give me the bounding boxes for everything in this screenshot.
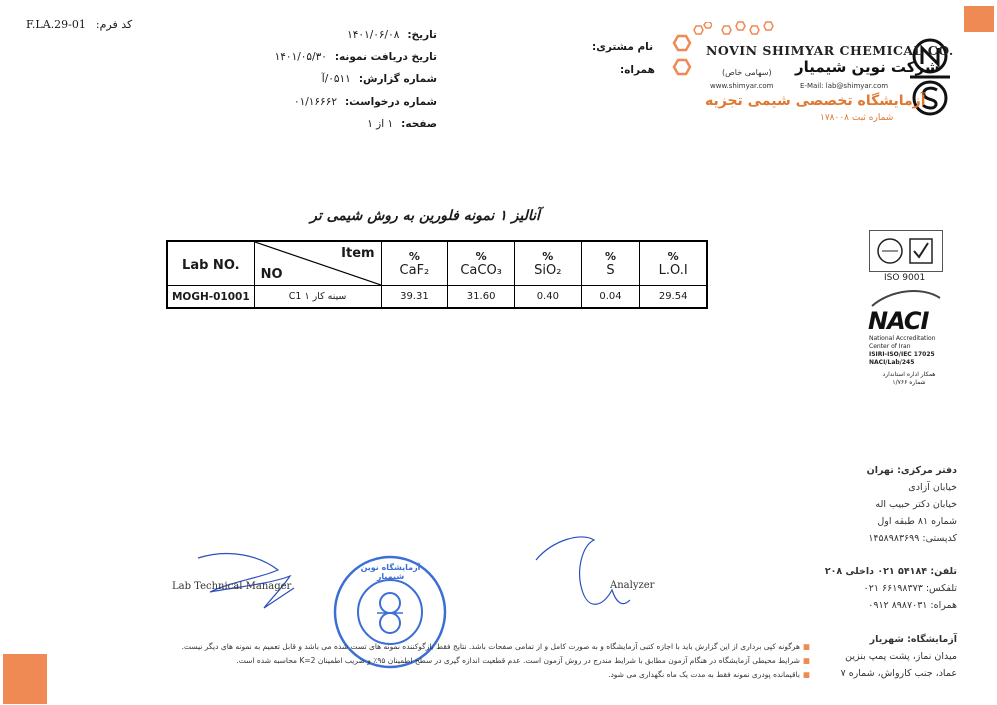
sample-cell: C1 سینه کار ۱ bbox=[254, 286, 381, 309]
column-header: % SiO₂ bbox=[515, 241, 582, 286]
lab-no-header: Lab NO. bbox=[167, 241, 254, 286]
report-number-field: شماره گزارش:۰۵۱۱/آ bbox=[321, 73, 437, 85]
lab-address-line: میدان نماز، پشت پمپ بنزین bbox=[845, 651, 957, 662]
company-type-fa: (سهامی خاص) bbox=[722, 68, 772, 77]
request-number-field: شماره درخواست:۰۱/۱۶۶۶۲ bbox=[293, 96, 437, 108]
column-header: % S bbox=[581, 241, 640, 286]
stamp-text: آزمایشگاه نوین شیمیار bbox=[360, 563, 421, 581]
small-hexagons-icon bbox=[720, 20, 780, 36]
table-header-row bbox=[167, 241, 707, 286]
item-header: Item bbox=[341, 246, 375, 261]
naci-swoosh-icon bbox=[870, 288, 942, 308]
naci-logo: NACI bbox=[868, 307, 929, 335]
company-website: www.shimyar.com bbox=[710, 82, 774, 90]
fax-line: تلفکس: ۶۶۱۹۸۳۷۳ ۰۲۱ bbox=[863, 583, 957, 594]
lab-address-line: عماد، جنب کارواش، شماره ۷ bbox=[840, 668, 957, 679]
results-table bbox=[166, 240, 708, 309]
lab-no-cell: MOGH-01001 bbox=[167, 286, 254, 309]
office-line: دفتر مرکزی: تهران bbox=[866, 465, 957, 476]
value-cell: 0.40 bbox=[515, 286, 582, 309]
certification-badges bbox=[869, 230, 943, 272]
customer-name-label: نام مشتری: bbox=[592, 41, 654, 53]
receive-date-field: تاریخ دریافت نمونه:۱۴۰۱/۰۵/۳۰ bbox=[274, 51, 437, 63]
iso-label: ISO 9001 bbox=[884, 273, 926, 283]
office-line: خیابان دکتر حبیب اله bbox=[875, 499, 957, 510]
analyzer-signature bbox=[532, 530, 642, 615]
page-field: صفحه:۱ از ۱ bbox=[367, 118, 437, 130]
lab-name-fa: آزمایشگاه تخصصی شیمی تجزیه bbox=[705, 93, 926, 109]
certification-logos-icon bbox=[870, 231, 942, 271]
column-header: % L.O.I bbox=[640, 241, 707, 286]
phone-line: تلفن: ۵۴۱۸۴ ۰۲۱ داخلی ۲۰۸ bbox=[824, 566, 957, 577]
item-no-header bbox=[254, 241, 381, 286]
note-line: ■شرایط محیطی آزمایشگاه در هنگام آزمون مطابق با شرایط مندرج در روش آزمون است. عدم قطعیت اندازه گیری در سطح اطمینان ۹۵٪ و ضریب اطمینان K=2 محاسبه شده است. bbox=[236, 656, 810, 665]
mobile-line: همراه: ۸۹۸۷۰۳۱ ۰۹۱۲ bbox=[868, 600, 957, 611]
registration-number: شماره ثبت ۱۷۸۰۰۸ bbox=[820, 113, 894, 123]
table-row bbox=[167, 286, 707, 309]
manager-label: Lab Technical Manager bbox=[172, 581, 292, 592]
form-code-label: کد فرم: bbox=[95, 18, 133, 31]
analyzer-label: Analyzer bbox=[610, 580, 655, 591]
company-name-en: NOVIN SHIMYAR CHEMICAL CO. bbox=[706, 43, 954, 58]
lab-stamp bbox=[333, 555, 448, 670]
lab-address-line: آزمایشگاه: شهریار bbox=[869, 634, 957, 645]
value-cell: 39.31 bbox=[381, 286, 448, 309]
note-line: ■هرگونه کپی برداری از این گزارش باید با اجازه کتبی آزمایشگاه و به صورت کامل و از تمامی صفحات باشد. نتایج فقط بازگوکننده نمونه های تست شده می باشد و قابل تعمیم به نمونه های دیگر نیست. bbox=[181, 642, 810, 651]
company-email: E-Mail: lab@shimyar.com bbox=[800, 82, 889, 90]
naci-details: National Accreditation Center of Iran ISIRI-ISO/IEC 17025 NACI/Lab/245 همکار اداره استاندارد شماره ۱/۷۶۶ bbox=[869, 335, 936, 386]
corner-accent-bottom bbox=[3, 654, 47, 704]
report-title: آنالیز ۱ نمونه فلورین به روش شیمی تر bbox=[310, 208, 540, 224]
value-cell: 0.04 bbox=[581, 286, 640, 309]
office-line: کدپستی: ۱۴۵۸۹۸۳۶۹۹ bbox=[868, 533, 957, 544]
companion-label: همراه: bbox=[620, 64, 655, 76]
column-header: % CaF₂ bbox=[381, 241, 448, 286]
office-line: شماره ۸۱ طبقه اول bbox=[877, 516, 957, 527]
note-line: ■باقیمانده پودری نمونه فقط به مدت یک ماه نگهداری می شود. bbox=[608, 670, 810, 679]
column-header: % CaCO₃ bbox=[448, 241, 515, 286]
value-cell: 29.54 bbox=[640, 286, 707, 309]
value-cell: 31.60 bbox=[448, 286, 515, 309]
form-code-value: F.LA.29-01 bbox=[26, 18, 86, 31]
form-code bbox=[26, 18, 132, 31]
company-name-fa: شرکت نوین شیمیار bbox=[795, 58, 940, 76]
office-line: خیابان آزادی bbox=[908, 482, 957, 493]
hexagon-logo-icon bbox=[664, 22, 712, 84]
date-field: تاریخ:۱۴۰۱/۰۶/۰۸ bbox=[347, 29, 437, 41]
corner-accent-top bbox=[964, 6, 994, 32]
no-header: NO bbox=[260, 267, 283, 282]
